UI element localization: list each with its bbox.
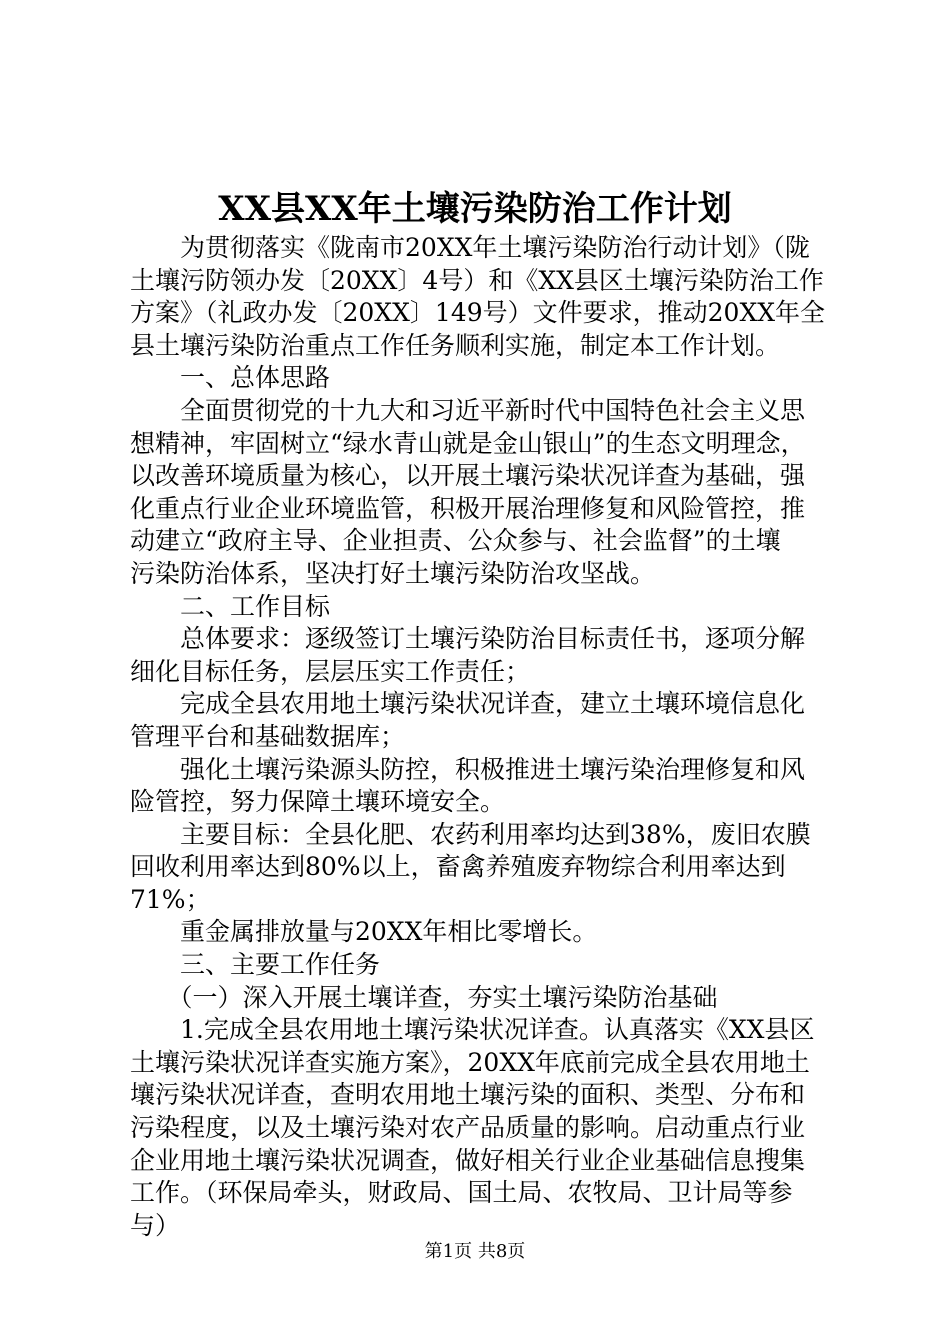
body-line: 细化目标任务，层层压实工作责任； [130, 656, 531, 686]
body-line: 污染防治体系，坚决打好土壤污染防治攻坚战。 [130, 558, 656, 588]
section-heading: 二、工作目标 [130, 591, 331, 621]
body-line: 总体要求：逐级签订土壤污染防治目标责任书，逐项分解 [130, 624, 806, 654]
body-line: 化重点行业企业环境监管，积极开展治理修复和风险管控，推 [130, 493, 806, 523]
body-line: 县土壤污染防治重点工作任务顺利实施，制定本工作计划。 [130, 330, 781, 360]
document-body [130, 232, 835, 1242]
body-line: 回收利用率达到80%以上，畜禽养殖废弃物综合利用率达到 [130, 852, 786, 882]
body-line: 完成全县农用地土壤污染状况详查，建立土壤环境信息化 [130, 689, 806, 719]
body-line: 壤污染状况详查，查明农用地土壤污染的面积、类型、分布和 [130, 1080, 806, 1110]
body-line: 险管控，努力保障土壤环境安全。 [130, 787, 506, 817]
body-line: 管理平台和基础数据库； [130, 721, 406, 751]
body-line: 企业用地土壤污染状况调查，做好相关行业企业基础信息搜集 [130, 1145, 806, 1175]
body-line: 重金属排放量与20XX年相比零增长。 [130, 917, 598, 947]
body-line: 方案》（礼政办发〔20XX〕149号）文件要求，推动20XX年全 [130, 298, 826, 328]
section-heading: 三、主要工作任务 [130, 950, 381, 980]
body-line: 为贯彻落实《陇南市20XX年土壤污染防治行动计划》（陇 [130, 233, 810, 262]
body-line: 污染程度，以及土壤污染对农产品质量的影响。启动重点行业 [130, 1113, 806, 1143]
body-line: 想精神，牢固树立“绿水青山就是金山银山”的生态文明理念， [130, 428, 806, 458]
body-line: 土壤污防领办发〔20XX〕4号）和《XX县区土壤污染防治工作 [130, 265, 824, 295]
body-line: 土壤污染状况详查实施方案》，20XX年底前完成全县农用地土 [130, 1047, 810, 1077]
body-line: 工作。（环保局牵头，财政局、国土局、农牧局、卫计局等参 [130, 1178, 793, 1208]
body-line: 强化土壤污染源头防控，积极推进土壤污染治理修复和风 [130, 754, 806, 784]
document-title: XX县XX年土壤污染防治工作计划 [218, 189, 732, 229]
body-line: 以改善环境质量为核心，以开展土壤污染状况详查为基础，强 [130, 461, 806, 491]
body-line: 全面贯彻党的十九大和习近平新时代中国特色社会主义思 [130, 395, 806, 425]
body-line: 主要目标：全县化肥、农药利用率均达到38%，废旧农膜 [130, 819, 811, 849]
body-line: 71%； [130, 884, 211, 914]
body-line: 动建立“政府主导、企业担责、公众参与、社会监督”的土壤 [130, 526, 781, 556]
body-line: 与） [130, 1210, 181, 1240]
section-heading: 一、总体思路 [130, 363, 331, 393]
body-line: 1.完成全县农用地土壤污染状况详查。认真落实《XX县区 [130, 1015, 815, 1045]
page-number-footer: 第1页 共8页 [424, 1241, 526, 1262]
subsection-heading: （一）深入开展土壤详查，夯实土壤污染防治基础 [130, 982, 718, 1012]
